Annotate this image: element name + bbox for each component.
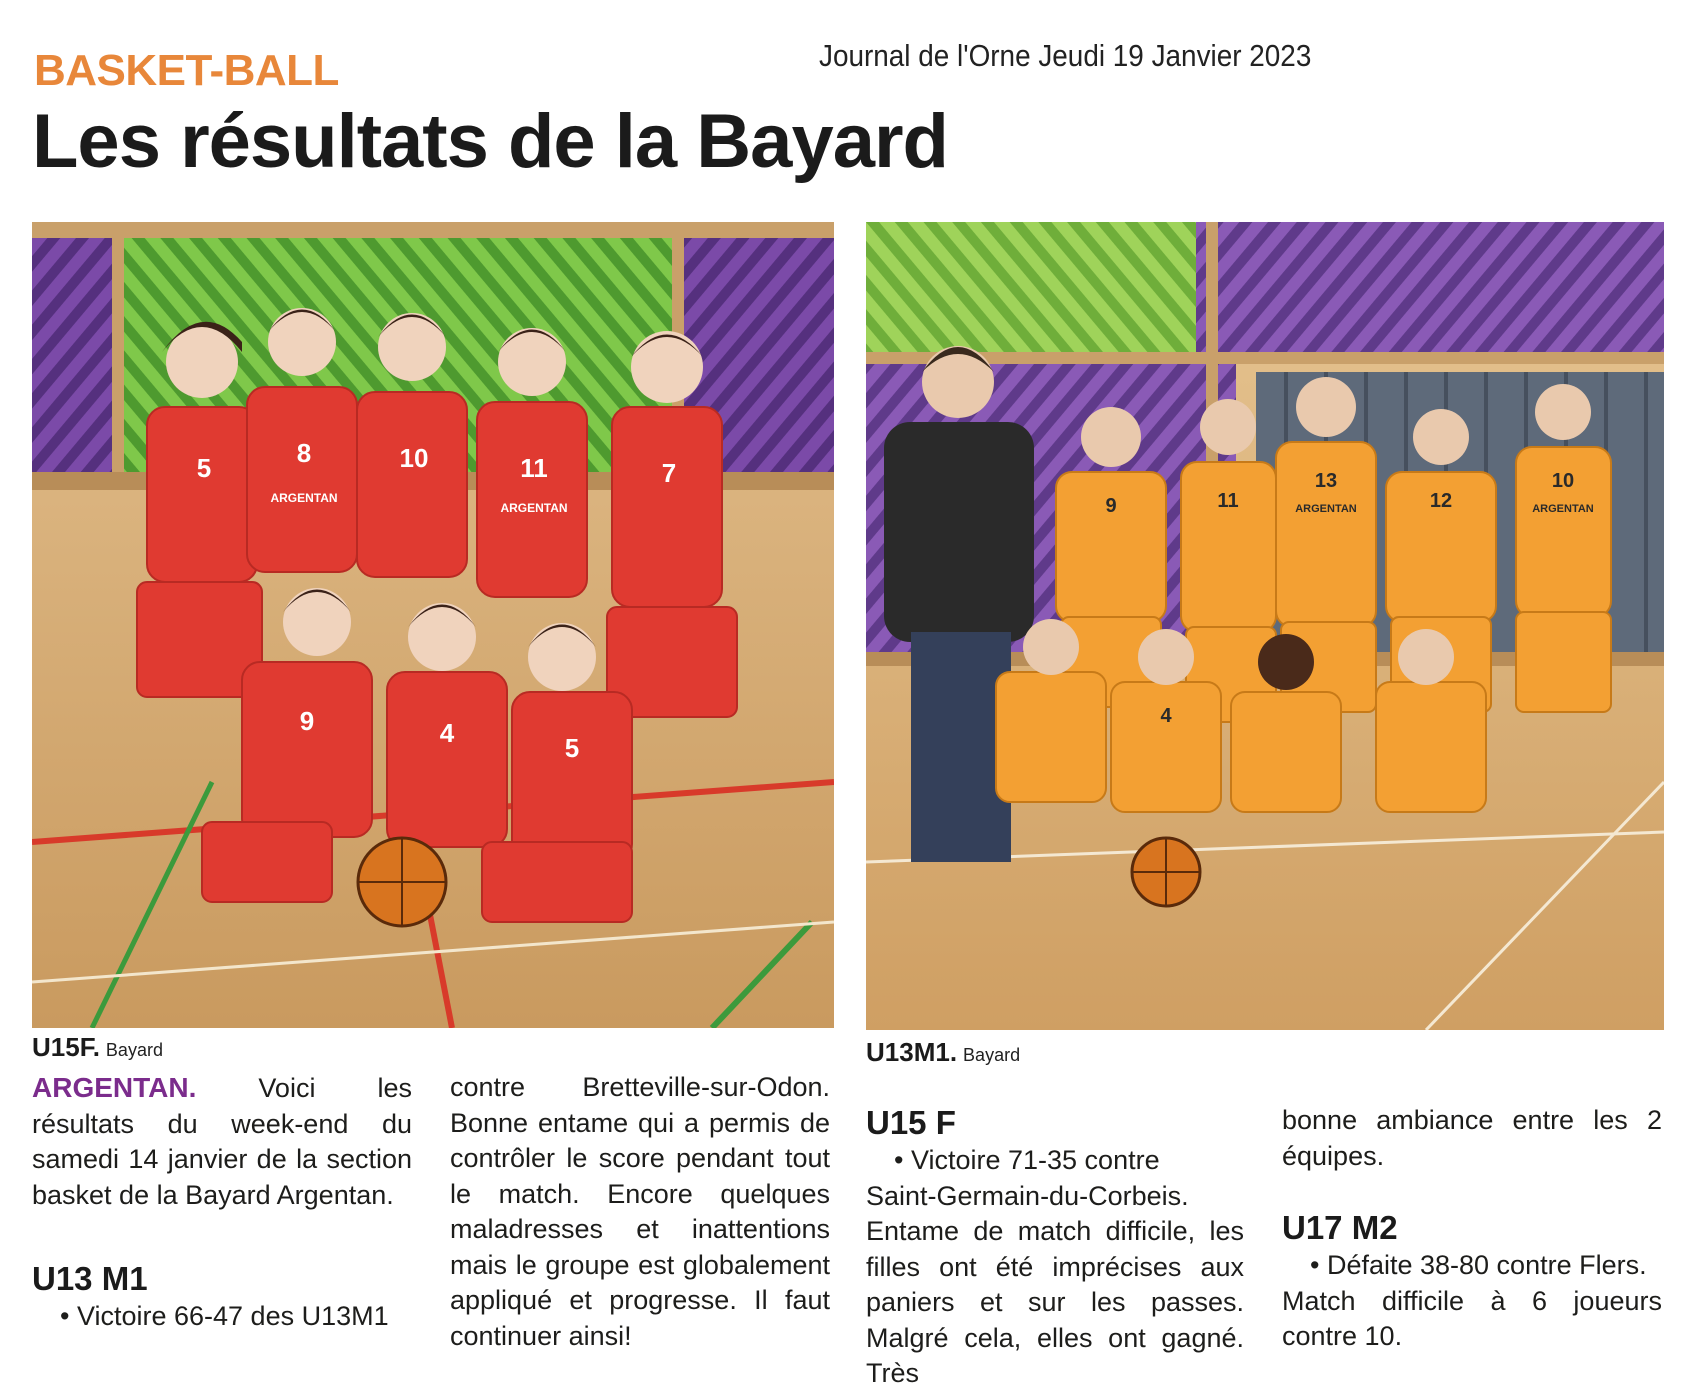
shirt-text: ARGENTAN [270,491,338,505]
photo-u15f [32,222,834,1028]
team-photo-u13m1 [866,222,1664,1030]
section-body-u15f: Saint-Germain-du-Corbeis. Entame de match difficile, les filles ont été imprécises aux paniers et sur les passes. Malgré cela, elles ont gagné. Très [866,1180,1244,1388]
caption-tag: U15F. [32,1032,100,1062]
jersey-number: 4 [1160,705,1172,727]
jersey-number: 13 [1314,470,1338,492]
intro-text: Voici les résultats du week-end du samedi 14 janvier de la section basket de la Bayard Argentan. [32,1073,412,1210]
headline: Les résultats de la Bayard [32,99,948,184]
section-body-u17m2: Match difficile à 6 joueurs contre 10. [1282,1285,1662,1351]
caption-credit: Bayard [963,1045,1021,1065]
shirt-text: ARGENTAN [1532,503,1594,515]
jersey-number: 7 [661,458,677,488]
article-column-1 [32,1070,412,1335]
jersey-number: 9 [1105,495,1117,517]
section-title-u17m2: U17 M2 [1282,1209,1398,1246]
intro-place: ARGENTAN. [32,1072,197,1103]
shirt-text: ARGENTAN [1295,503,1357,515]
jersey-number: 9 [299,706,315,736]
dateline: Journal de l'Orne Jeudi 19 Janvier 2023 [819,38,1312,73]
jersey-number: 4 [439,718,455,748]
section-body-u13m1: contre Bretteville-sur-Odon. Bonne entame qui a permis de contrôler le score pendant tout le match. Encore quelques maladresses et inattentions mais le groupe est globalement appliqué et progresse. Il faut continuer ainsi! [450,1072,830,1351]
shirt-text: ARGENTAN [500,501,568,515]
section-title-u13m1: U13 M1 [32,1260,148,1297]
jersey-number: 11 [520,453,548,483]
team-photo-u15f [32,222,834,1028]
article-column-3 [866,1103,1244,1392]
coach [884,422,1034,642]
jersey-number: 5 [564,733,580,763]
caption-u15f [32,1032,163,1065]
jersey-number: 12 [1429,490,1453,512]
section-bullet: • Défaite 38-80 contre Flers. [1310,1250,1647,1280]
caption-u13m1 [866,1037,1020,1070]
article-column-2 [450,1070,830,1354]
intro-paragraph [32,1070,412,1213]
section-kicker: BASKET-BALL [34,46,339,95]
section-body-u15f-cont: bonne ambiance entre les 2 équipes. [1282,1105,1662,1171]
jersey-number: 5 [196,453,212,483]
caption-credit: Bayard [105,1040,163,1060]
article-column-4 [1282,1103,1662,1355]
jersey-number: 10 [1551,470,1575,492]
caption-tag: U13M1. [866,1037,958,1067]
jersey-number: 10 [399,443,429,473]
photo-u13m1 [866,222,1664,1030]
jersey-number: 8 [296,438,312,468]
section-bullet: • Victoire 71-35 contre [894,1145,1160,1175]
section-bullet: • Victoire 66-47 des U13M1 [60,1301,389,1331]
jersey-number: 11 [1217,490,1239,512]
section-title-u15f: U15 F [866,1104,956,1141]
